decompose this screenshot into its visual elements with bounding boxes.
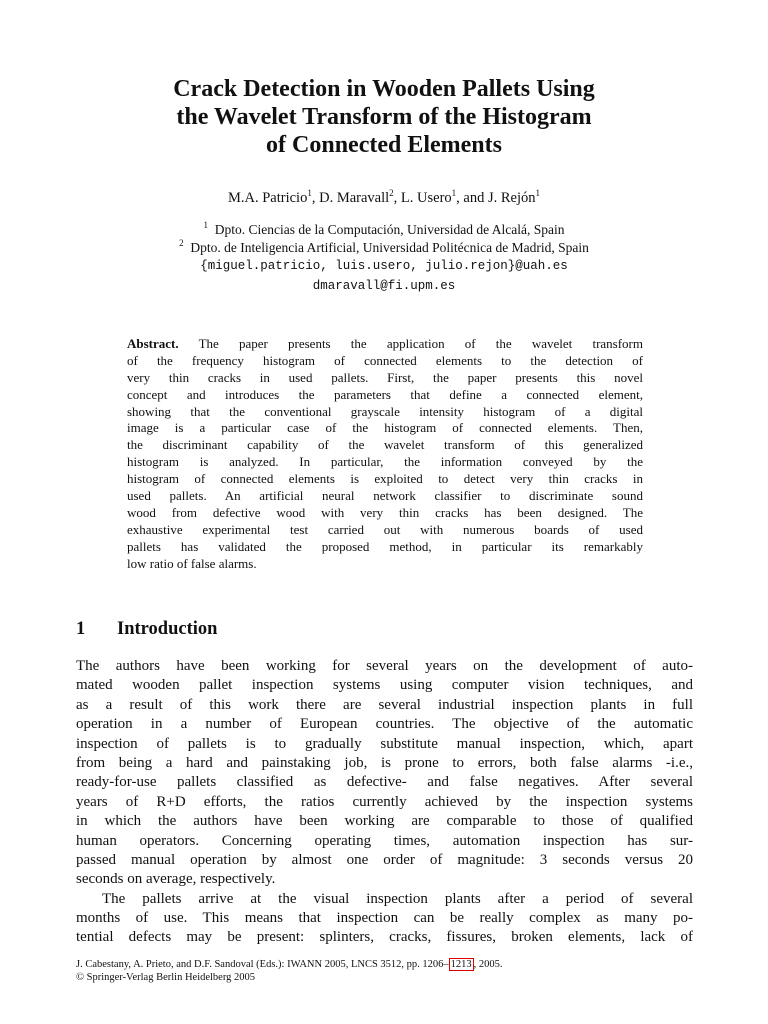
affiliation-mark: 1 [451,188,457,198]
citation-line [76,958,693,971]
email-row [76,276,692,296]
title-line: the Wavelet Transform of the Histogram [176,104,592,130]
abstract-line: pallets has validated the proposed method, in particular its remarkably [127,538,643,554]
author-separator: , [311,190,320,206]
paper-title [76,75,692,159]
email-address[interactable]: dmaravall@fi.upm.es [312,278,456,293]
affiliations-block [76,221,692,295]
body-line: The authors have been working for several years on the development of auto- [76,658,693,674]
abstract-text: The paper presents the application of the wavelet transform [178,336,643,351]
section-heading [76,617,217,641]
page-range-link[interactable]: 1213 [450,959,472,970]
body-line: passed manual operation by almost one order of magnitude: 3 seconds versus 20 [76,851,693,868]
author-name: J. Rejón [487,190,536,206]
affiliation-mark: 1 [203,220,208,230]
body-line: The pallets arrive at the visual inspection plants after a period of several [102,890,693,907]
abstract-line: of the frequency histogram of connected elements to the detection of [127,352,643,368]
section-number: 1 [76,619,86,639]
body-line: operation in a number of European countries. The objective of the automatic [76,716,693,733]
affiliation-text: Dpto. Ciencias de la Computación, Universidad de Alcalá, Spain [214,222,565,237]
body-line: from being a hard and painstaking job, is prone to errors, both false alarms -i.e., [76,754,693,771]
author-separator: , and [456,190,488,206]
title-line: of Connected Elements [266,132,502,158]
body-text [76,657,693,948]
abstract-line: histogram of connected elements is exploited to detect very thin cracks in [127,471,643,487]
abstract-line: used pallets. An artificial neural network classifier to discriminate sound [127,488,643,504]
abstract-line: histogram is analyzed. In particular, the information conveyed by the [127,454,643,470]
body-line: months of use. This means that inspection can be really complex as many po- [76,910,693,927]
body-line: ready-for-use pallets classified as defective- and false negatives. After several [76,774,693,791]
affiliation-text: Dpto. de Inteligencia Artificial, Universidad Politécnica de Madrid, Spain [190,239,589,255]
citation-text: , 2005. [473,959,503,970]
body-line: in which the authors have been working are comparable to those of qualified [76,813,693,830]
abstract-line: low ratio of false alarms. [127,555,257,571]
affiliation-mark: 1 [535,188,540,198]
author-name: D. Maravall [319,190,390,206]
author-list [76,188,692,208]
citation-text: J. Cabestany, A. Prieto, and D.F. Sandoval (Eds.): IWANN 2005, LNCS 3512, pp. 1206– [76,959,449,970]
body-line: as a result of this work there are several industrial inspection plants in full [76,696,693,713]
affiliation-mark: 1 [307,188,312,198]
affiliation-row [76,239,692,257]
abstract-line: very thin cracks in used pallets. First, the paper presents this novel [127,369,643,385]
section-title: Introduction [117,619,218,639]
abstract-keyword: Abstract. [127,336,179,351]
abstract-line: wood from defective wood with very thin cracks has been designed. The [127,504,643,520]
abstract-line [127,336,643,353]
abstract-line: exhaustive experimental test carried out with numerous boards of used [127,521,643,537]
abstract-line: image is a particular case of the histogram of connected elements. Then, [127,420,643,436]
author-separator: , [393,190,401,206]
affiliation-row [76,221,692,239]
body-line: seconds on average, respectively. [76,871,276,888]
affiliation-mark: 2 [389,188,394,198]
body-line: inspection of pallets is to gradually substitute manual inspection, which, apart [76,735,693,752]
affiliation-mark: 2 [179,237,184,248]
page-footer [76,958,693,984]
body-line: human operators. Concerning operating times, automation inspection has sur- [76,832,693,849]
email-address[interactable]: {miguel.patricio, luis.usero, julio.rejon}@uah.es [200,259,568,273]
abstract-line: the discriminant capability of the wavelet transform of this generalized [127,437,643,453]
author-name: M.A. Patricio [228,190,308,206]
abstract-block [127,336,643,572]
title-line: Crack Detection in Wooden Pallets Using [173,76,595,102]
author-name: L. Usero [400,190,452,206]
abstract-line: concept and introduces the parameters that define a connected element, [127,386,643,402]
email-row [76,256,692,276]
body-line: mated wooden pallet inspection systems using computer vision techniques, and [76,677,693,694]
copyright-line: © Springer-Verlag Berlin Heidelberg 2005 [76,972,256,983]
body-line: years of R+D efforts, the ratios currently achieved by the inspection systems [76,793,693,810]
abstract-line: showing that the conventional grayscale intensity histogram of a digital [127,403,643,419]
body-line: tential defects may be present: splinters, cracks, fissures, broken elements, lack of [76,929,693,946]
